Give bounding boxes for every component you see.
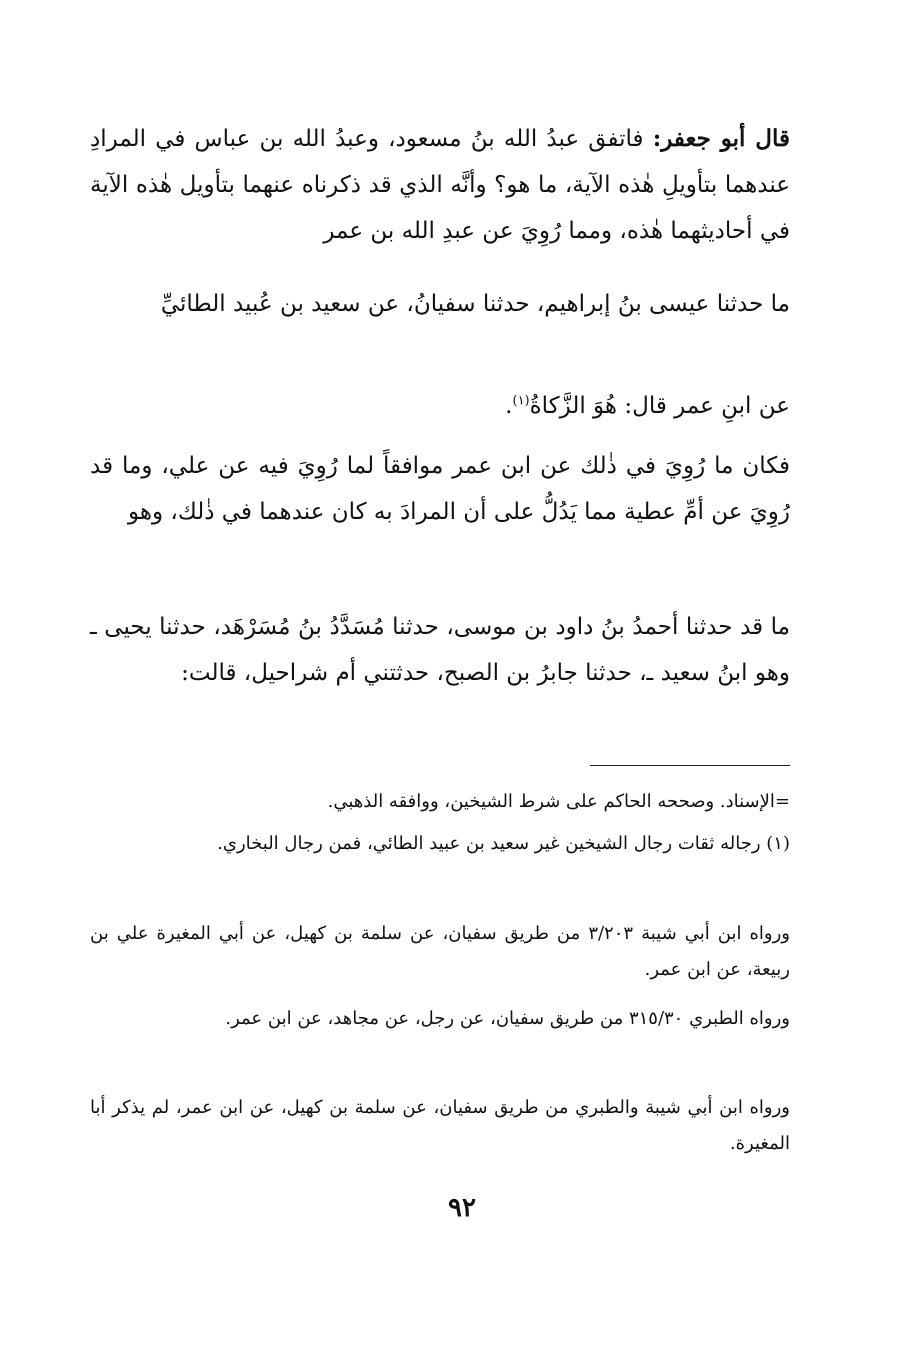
page-number: ٩٢	[448, 1193, 476, 1223]
paragraph-text: ما حدثنا عيسى بنُ إبراهيم، حدثنا سفيانُ، عن سعيد بن عُبيد الطائيِّ	[160, 291, 790, 317]
footnote-continuation	[90, 784, 790, 820]
paragraph-text: فاتفق عبدُ الله بنُ مسعود، وعبدُ الله بن عباس في المرادِ عندهما بتأويلِ هٰذه الآية، ما هو؟ وأنَّه الذي قد ذكرناه عنهما بتأويل هٰذه الآية في أحاديثهما هٰذه، ومما رُوِيَ عن عبدِ الله بن عمر	[90, 126, 790, 244]
paragraph-text: فكان ما رُوِيَ في ذٰلك عن ابن عمر موافقاً لما رُوِيَ فيه عن علي، وما قد رُوِيَ عن أمِّ عطية مما يَدُلُّ على أن المرادَ به كان عندهما في ذٰلك، وهو	[90, 453, 790, 525]
speaker-lead: قال أبو جعفر:	[652, 125, 790, 152]
paragraph-end: .	[505, 393, 513, 419]
paragraph-text: ما قد حدثنا أحمدُ بنُ داود بن موسى، حدثنا مُسَدَّدُ بنُ مُسَرْهَد، حدثنا يحيى ـ وهو ابنُ سعيد ـ، حدثنا جابرُ بن الصبح، حدثتني أم شراحيل، قالت:	[90, 614, 790, 686]
paragraph-isnad-2	[90, 604, 790, 696]
footnote-text: =الإسناد. وصححه الحاكم على شرط الشيخين، ووافقه الذهبي.	[327, 791, 790, 812]
footnote-text: ورواه ابن أبي شيبة ٣/٢٠٣ من طريق سفيان، عن سلمة بن كهيل، عن أبي المغيرة علي بن ربيعة، عن ابن عمر.	[90, 923, 790, 980]
footnote-text: ورواه ابن أبي شيبة والطبري من طريق سفيان، عن سلمة بن كهيل، عن ابن عمر، لم يذكر أبا المغيرة.	[90, 1097, 790, 1154]
footnote-text: ورواه الطبري ٣١٥/٣٠ من طريق سفيان، عن رجل، عن مجاهد، عن ابن عمر.	[225, 1008, 790, 1029]
paragraph-abu-jafar	[90, 116, 790, 254]
footnote-1-source-a	[90, 916, 790, 988]
footnote-1-source-b	[90, 1001, 790, 1037]
footnote-text: (١) رجاله ثقات رجال الشيخين غير سعيد بن عبيد الطائي، فمن رجال البخاري.	[217, 833, 790, 854]
paragraph-commentary	[90, 443, 790, 535]
paragraph-text: عن ابنِ عمر قال: هُوَ الزَّكاةُ	[529, 393, 790, 419]
footnote-separator	[590, 765, 790, 766]
footnote-1-source-c	[90, 1090, 790, 1162]
paragraph-isnad-1	[90, 281, 790, 327]
footnote-1	[90, 826, 790, 862]
paragraph-matn-1	[90, 383, 790, 429]
footnote-ref: (١)	[512, 393, 530, 409]
